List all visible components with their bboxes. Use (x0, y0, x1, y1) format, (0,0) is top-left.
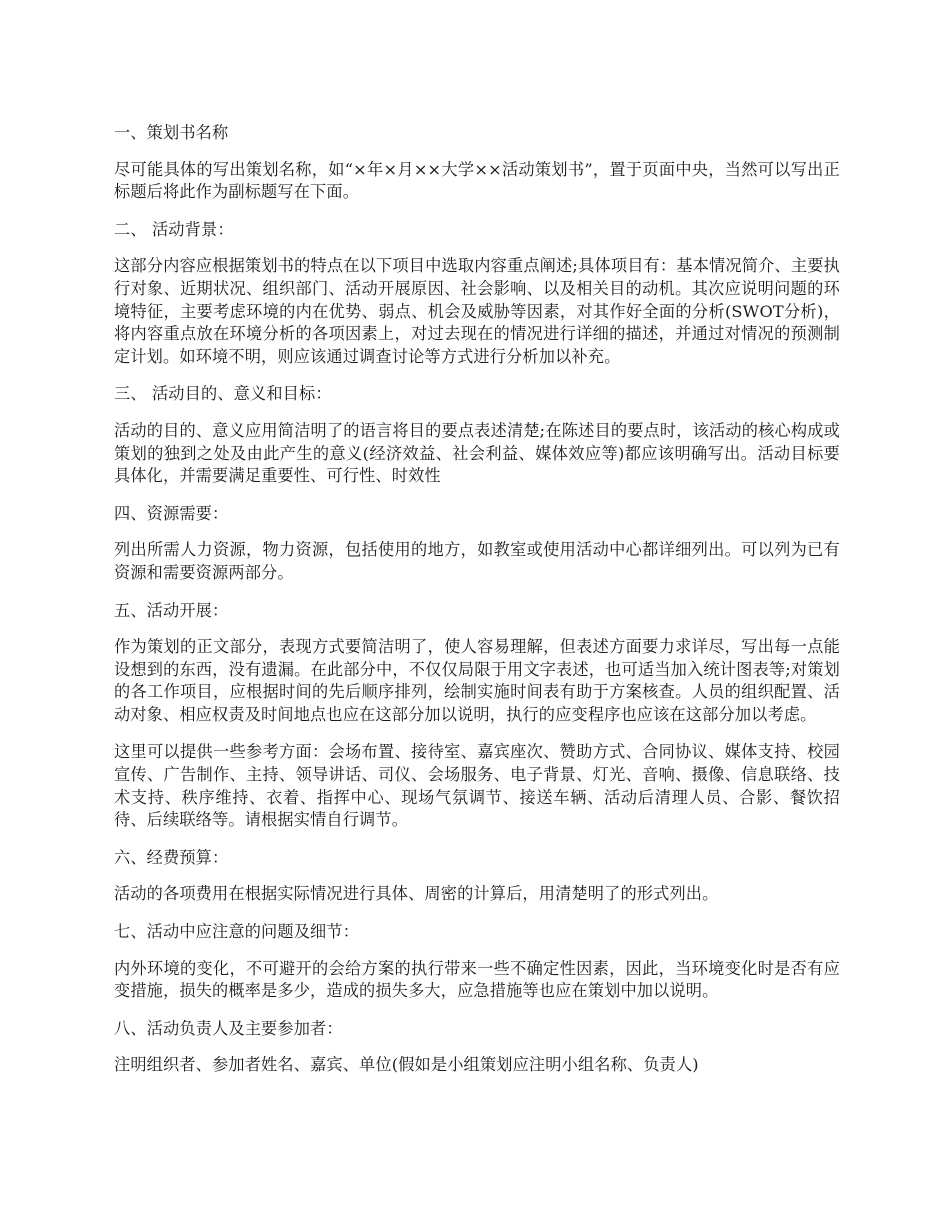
paragraph-text: 作为策划的正文部分，表现方式要简洁明了，使人容易理解，但表述方面要力求详尽，写出每一点能设想到的东西，没有遗漏。在此部分中，不仅仅局限于用文字表述，也可适当加入统计图表等;对策划的各工作项目，应根据时间的先后顺序排列，绘制实施时间表有助于方案核查。人员的组织配置、活动对象、相应权责及时间地点也应在这部分加以说明，执行的应变程序也应该在这部分加以考虑。 (114, 637, 840, 724)
section-heading: 四、资源需要： (114, 503, 229, 523)
section-heading: 二、 活动背景： (114, 219, 234, 239)
section-heading: 一、策划书名称 (114, 123, 229, 142)
section-heading: 八、活动负责人及主要参加者： (114, 1018, 343, 1038)
section-heading: 三、 活动目的、意义和目标： (114, 384, 332, 404)
paragraph-text: 这部分内容应根据策划书的特点在以下项目中选取内容重点阐述;具体项目有：基本情况简介、主要执行对象、近期状况、组织部门、活动开展原因、社会影响、以及相关目的动机。其次应说明问题的环境特征，主要考虑环境的内在优势、弱点、机会及威胁等因素，对其作好全面的分析(SWOT分析)，将内容重点放在环境分析的各项因素上，对过去现在的情况进行详细的描述，并通过对情况的预测制定计划。如环境不明，则应该通过调查讨论等方式进行分析加以补充。 (114, 256, 840, 366)
section-paragraph (114, 883, 840, 906)
section-heading: 五、活动开展： (114, 600, 229, 620)
paragraph-text: 尽可能具体的写出策划名称，如“×年×月××大学××活动策划书”，置于页面中央，当然可以写出正标题后将此作为副标题写在下面。 (114, 159, 840, 202)
paragraph-text: 注明组织者、参加者姓名、嘉宾、单位(假如是小组策划应注明小组名称、负责人) (114, 1055, 699, 1075)
paragraph-text: 活动的各项费用在根据实际情况进行具体、周密的计算后，用清楚明了的形式列出。 (114, 884, 719, 904)
section-paragraph (114, 420, 840, 488)
section-paragraph (114, 958, 840, 1003)
section-paragraph (114, 255, 840, 368)
section-paragraph (114, 1054, 840, 1077)
section-paragraph (114, 159, 840, 204)
paragraph-text: 活动的目的、意义应用简洁明了的语言将目的要点表述清楚;在陈述目的要点时，该活动的核心构成或策划的独到之处及由此产生的意义(经济效益、社会利益、媒体效应等)都应该明确写出。活动目标要具体化，并需要满足重要性、可行性、时效性 (114, 420, 840, 486)
paragraph-text: 内外环境的变化，不可避开的会给方案的执行带来一些不确定性因素，因此，当环境变化时是否有应变措施，损失的概率是多少，造成的损失多大，应急措施等也应在策划中加以说明。 (114, 958, 840, 1001)
document-page (114, 122, 840, 1092)
paragraph-text: 列出所需人力资源，物力资源，包括使用的地方，如教室或使用活动中心都详细列出。可以列为已有资源和需要资源两部分。 (114, 540, 840, 582)
paragraph-text: 这里可以提供一些参考方面：会场布置、接待室、嘉宾座次、赞助方式、合同协议、媒体支持、校园宣传、广告制作、主持、领导讲话、司仪、会场服务、电子背景、灯光、音响、摄像、信息联络、技术支持、秩序维持、衣着、指挥中心、现场气氛调节、接送车辆、活动后清理人员、合影、餐饮招待、后续联络等。请根据实情自行调节。 (114, 742, 840, 830)
section-heading: 七、活动中应注意的问题及细节： (114, 922, 360, 942)
section-paragraph (114, 539, 840, 584)
section-paragraph (114, 741, 840, 831)
section-heading: 六、经费预算： (114, 847, 229, 867)
section-paragraph (114, 636, 840, 726)
